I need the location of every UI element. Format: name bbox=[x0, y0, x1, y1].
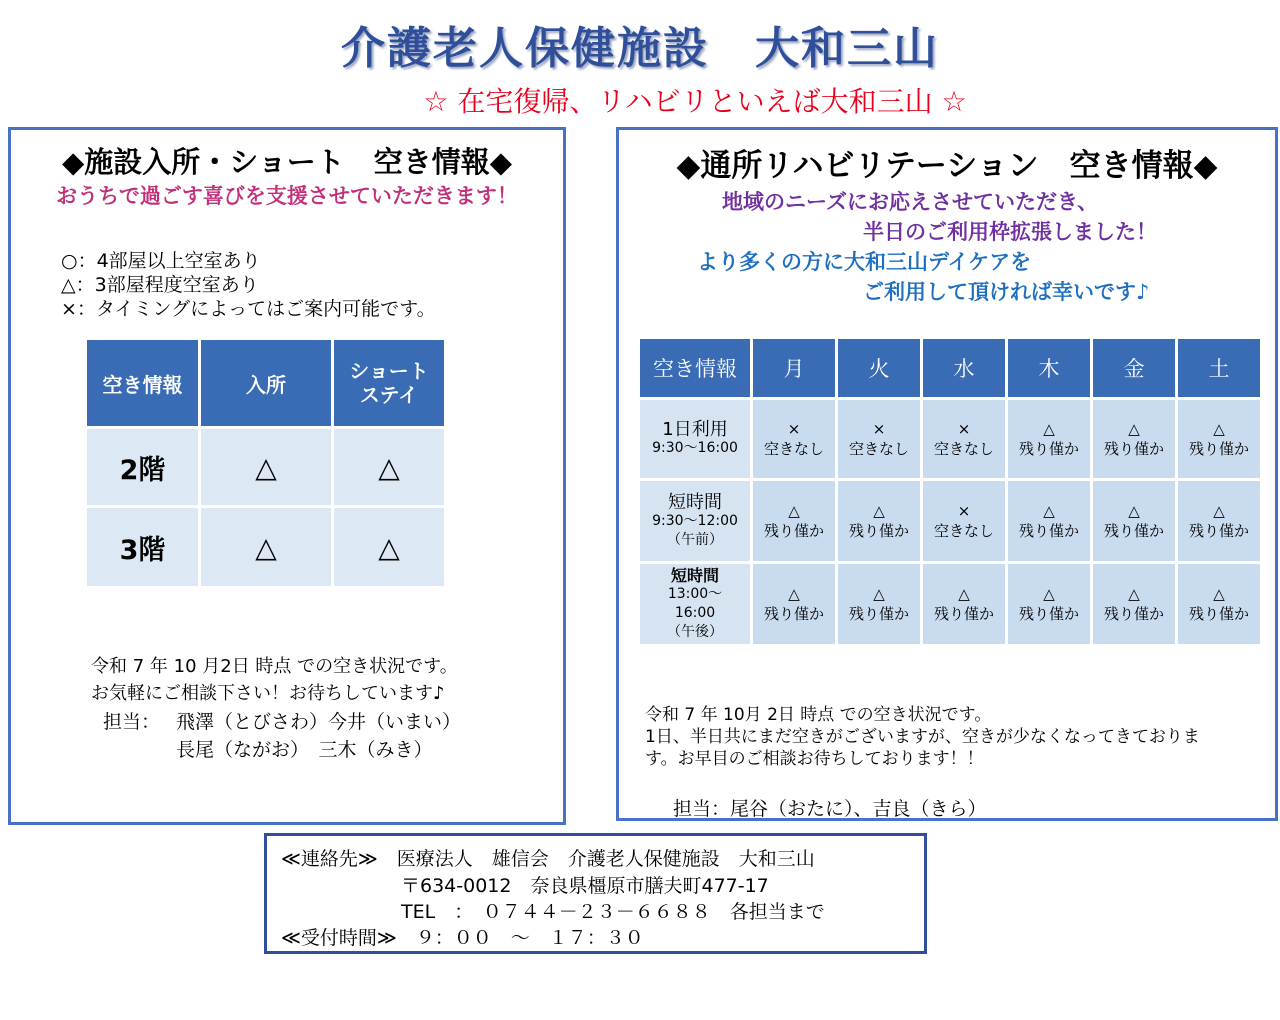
left-tagline: おうちで過ごす喜びを支援させていただきます！ bbox=[56, 184, 518, 208]
table-header: 入所 bbox=[201, 340, 331, 426]
status-cell: △ 残り僅か bbox=[1178, 564, 1260, 644]
table-header-sat: 土 bbox=[1178, 339, 1260, 397]
nyusho-short-panel bbox=[8, 127, 566, 825]
contact-line-1: ≪連絡先≫ 医療法人 雄信会 介護老人保健施設 大和三山 bbox=[281, 848, 815, 870]
page-title: 介護老人保健施設 大和三山 bbox=[341, 23, 939, 74]
status-cell: × 空きなし bbox=[753, 400, 835, 478]
row-label: 1日利用 9:30～16:00 bbox=[640, 400, 750, 478]
table-row bbox=[640, 400, 1260, 478]
status-cell: × 空きなし bbox=[838, 400, 920, 478]
status-cell: △ 残り僅か bbox=[1093, 400, 1175, 478]
right-staff: 担当：尾谷（おたに）、吉良（きら） bbox=[673, 798, 987, 820]
floor-vacancy-table bbox=[84, 337, 447, 589]
contact-address: 〒634-0012 奈良県橿原市膳夫町477-17 bbox=[401, 875, 769, 897]
status-cell: △ 残り僅か bbox=[923, 564, 1005, 644]
staff-names-2: 長尾（ながお） 三木（みき） bbox=[176, 739, 433, 761]
floor-label: 2階 bbox=[87, 429, 198, 505]
short-status: △ bbox=[334, 508, 444, 586]
table-row bbox=[640, 564, 1260, 644]
legend-cross: ×：タイミングによってはご案内可能です。 bbox=[61, 298, 436, 320]
status-cell: △ 残り僅か bbox=[1178, 400, 1260, 478]
left-panel-title: ◆施設入所・ショート 空き情報◆ bbox=[61, 145, 513, 179]
status-date-note: 令和 7 年 10 月2日 時点 での空き状況です。 bbox=[91, 656, 458, 677]
right-status-date: 令和 7 年 10月 2日 時点 での空き状況です。 bbox=[645, 705, 992, 725]
status-cell: △ 残り僅か bbox=[753, 481, 835, 561]
floor-label: 3階 bbox=[87, 508, 198, 586]
table-header-fri: 金 bbox=[1093, 339, 1175, 397]
table-row bbox=[87, 508, 444, 586]
table-header-thu: 木 bbox=[1008, 339, 1090, 397]
nyusho-status: △ bbox=[201, 429, 331, 505]
row-label: 短時間 9:30～12:00 （午前） bbox=[640, 481, 750, 561]
status-cell: △ 残り僅か bbox=[1093, 564, 1175, 644]
legend-triangle: △：3部屋程度空室あり bbox=[61, 274, 259, 296]
contact-phone: TEL ： ０７４４－２３－６６８８ 各担当まで bbox=[401, 901, 825, 923]
day-rehab-panel bbox=[616, 127, 1278, 821]
contact-box bbox=[264, 833, 927, 954]
table-header-mon: 月 bbox=[753, 339, 835, 397]
status-cell: △ 残り僅か bbox=[838, 564, 920, 644]
status-cell: × 空きなし bbox=[923, 400, 1005, 478]
table-row bbox=[87, 429, 444, 505]
contact-hours: ≪受付時間≫ ９：００ ～ １７：３０ bbox=[281, 927, 644, 949]
consult-note: お気軽にご相談下さい！お待ちしています♪ bbox=[91, 683, 445, 704]
status-cell: △ 残り僅か bbox=[1008, 564, 1090, 644]
table-header: 空き情報 bbox=[640, 339, 750, 397]
short-status: △ bbox=[334, 429, 444, 505]
intro-line-4: ご利用して頂ければ幸いです♪ bbox=[863, 280, 1150, 304]
status-cell: △ 残り僅か bbox=[1093, 481, 1175, 561]
table-row bbox=[640, 481, 1260, 561]
legend-circle: ○：4部屋以上空室あり bbox=[61, 250, 261, 272]
table-header-wed: 水 bbox=[923, 339, 1005, 397]
status-cell: △ 残り僅か bbox=[1008, 481, 1090, 561]
intro-line-3: より多くの方に大和三山デイケアを bbox=[697, 250, 1032, 274]
intro-line-1: 地域のニーズにお応えさせていただき、 bbox=[722, 190, 1099, 214]
table-header: 空き情報 bbox=[87, 340, 198, 426]
status-cell: △ 残り僅か bbox=[753, 564, 835, 644]
status-cell: △ 残り僅か bbox=[1008, 400, 1090, 478]
row-label: 短時間 13:00～ 16:00 （午後） bbox=[640, 564, 750, 644]
right-note-3: す。お早目のご相談お待ちしております！！ bbox=[645, 749, 984, 769]
table-header: ショート ステイ bbox=[334, 340, 444, 426]
nyusho-status: △ bbox=[201, 508, 331, 586]
intro-line-2: 半日のご利用枠拡張しました！ bbox=[863, 220, 1157, 244]
staff-names-1: 飛澤（とびさわ）今井（いまい） bbox=[176, 711, 462, 733]
table-header-tue: 火 bbox=[838, 339, 920, 397]
right-note-2: 1日、半日共にまだ空きがございますが、空きが少なくなってきておりま bbox=[645, 727, 1200, 747]
staff-label: 担当： bbox=[103, 711, 161, 733]
weekly-vacancy-table bbox=[637, 336, 1263, 647]
status-cell: △ 残り僅か bbox=[838, 481, 920, 561]
right-panel-title: ◆通所リハビリテーション 空き情報◆ bbox=[676, 148, 1218, 184]
status-cell: × 空きなし bbox=[923, 481, 1005, 561]
page-subtitle: ☆ 在宅復帰、リハビリといえば大和三山 ☆ bbox=[423, 85, 967, 118]
status-cell: △ 残り僅か bbox=[1178, 481, 1260, 561]
